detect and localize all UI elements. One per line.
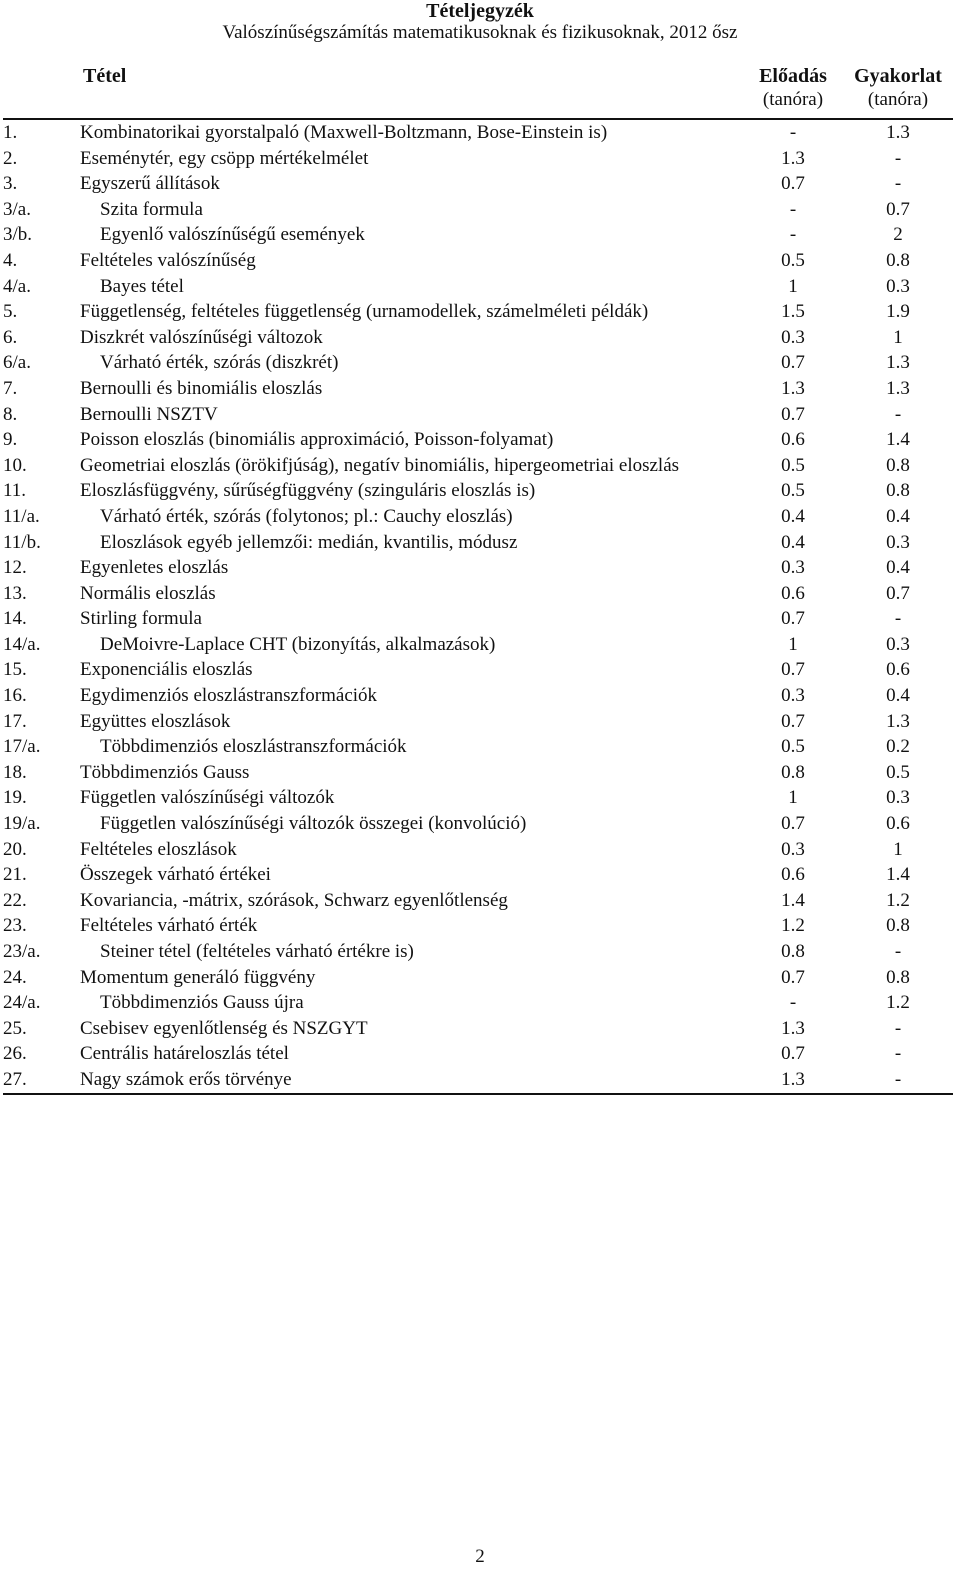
table-row	[3, 146, 953, 172]
row-lecture-hours: 0.6	[781, 429, 805, 451]
row-lecture-hours: 0.7	[781, 710, 805, 732]
row-lecture-hours: 0.8	[781, 941, 805, 962]
row-topic: Összegek várható értékei	[80, 864, 271, 886]
row-number: 27.	[3, 1067, 80, 1094]
row-practice-hours: -	[894, 1043, 902, 1065]
header-practice-label: Gyakorlat	[854, 65, 942, 87]
row-topic: Stirling formula	[80, 608, 202, 630]
row-topic: Steiner tétel (feltételes várható értékre is)	[100, 941, 414, 962]
row-topic: Független valószínűségi változók	[80, 787, 335, 809]
row-number: 10.	[3, 454, 27, 476]
row-topic: Feltételes várható érték	[80, 915, 258, 937]
table-row	[3, 453, 953, 479]
row-practice-hours: 0.3	[886, 531, 910, 553]
row-lecture-hours: 0.3	[781, 685, 805, 707]
table-row	[3, 1041, 953, 1067]
row-number: 14/a.	[3, 633, 41, 655]
row-lecture-hours: 0.7	[781, 813, 805, 835]
row-lecture-hours: 0.7	[781, 173, 805, 195]
row-topic: Többdimenziós eloszlástranszformációk	[100, 736, 407, 758]
table-row	[3, 581, 953, 607]
row-lecture-hours: 0.3	[781, 838, 805, 860]
row-practice-hours: 0.8	[886, 249, 910, 271]
page-title: Tételjegyzék	[426, 0, 534, 22]
row-number: 2.	[3, 147, 18, 169]
table-row	[3, 683, 953, 709]
row-practice-hours: 0.3	[886, 275, 910, 297]
table-row	[3, 530, 953, 556]
row-topic: Egydimenziós eloszlástranszformációk	[80, 685, 378, 707]
row-number: 25.	[3, 1017, 27, 1039]
row-lecture-hours: 0.7	[781, 403, 805, 425]
row-topic: DeMoivre-Laplace CHT (bizonyítás, alkalmazások)	[100, 633, 496, 655]
row-number: 12.	[3, 557, 27, 579]
header-practice-unit: (tanóra)	[867, 89, 929, 110]
row-number: 15.	[3, 659, 27, 681]
table-row	[3, 376, 953, 402]
table-row	[3, 606, 953, 632]
row-practice-hours: 0.4	[886, 557, 910, 579]
row-number: 11/a.	[3, 505, 40, 527]
table-row	[3, 427, 953, 453]
row-lecture-hours: -	[789, 198, 797, 220]
row-lecture-hours: 0.7	[781, 659, 805, 681]
row-number: 24/a.	[3, 992, 41, 1014]
row-lecture-hours: 0.4	[781, 531, 805, 553]
row-number: 17.	[3, 710, 27, 732]
header-num-cell	[3, 64, 80, 119]
row-number: 3/a.	[3, 198, 31, 220]
table-row	[3, 119, 953, 146]
table-row	[3, 632, 953, 658]
row-number: 14.	[3, 608, 27, 630]
row-lecture-hours: 1.3	[743, 1067, 843, 1094]
row-topic: Együttes eloszlások	[80, 710, 231, 732]
page-number: 2	[475, 1546, 485, 1567]
row-number: 19.	[3, 787, 27, 809]
row-lecture-hours: 1.3	[781, 377, 805, 399]
row-practice-hours: -	[894, 941, 902, 962]
row-number: 11/b.	[3, 531, 41, 553]
row-practice-hours: 1	[893, 838, 903, 860]
row-number: 17/a.	[3, 736, 41, 758]
table-row	[3, 350, 953, 376]
row-topic: Eloszlások egyéb jellemzői: medián, kvantilis, módusz	[100, 531, 518, 553]
table-row	[3, 222, 953, 248]
row-practice-hours: 1.3	[886, 377, 910, 399]
row-lecture-hours: 1.5	[781, 301, 805, 323]
row-topic: Geometriai eloszlás (örökifjúság), negatív binomiális, hipergeometriai eloszlás	[80, 454, 680, 476]
row-practice-hours: 0.8	[886, 915, 910, 937]
row-number: 9.	[3, 429, 18, 451]
row-number: 19/a.	[3, 813, 41, 835]
row-practice-hours: 0.7	[886, 582, 910, 604]
header-topic-cell	[80, 64, 743, 119]
table-row	[3, 965, 953, 991]
header-practice-cell	[843, 64, 953, 119]
row-topic: Bernoulli és binomiális eloszlás	[80, 377, 323, 399]
row-number: 7.	[3, 377, 18, 399]
row-number: 8.	[3, 403, 18, 425]
row-number: 23.	[3, 915, 27, 937]
row-topic: Többdimenziós Gauss	[80, 761, 250, 783]
header-lecture-unit: (tanóra)	[762, 89, 824, 110]
row-lecture-hours: 0.8	[781, 761, 805, 783]
row-number: 20.	[3, 838, 27, 860]
row-number: 18.	[3, 761, 27, 783]
row-topic: Eloszlásfüggvény, sűrűségfüggvény (szinguláris eloszlás is)	[80, 480, 536, 502]
row-topic: Diszkrét valószínűségi változok	[80, 326, 323, 348]
header-topic-label: Tétel	[83, 65, 127, 87]
row-practice-hours: 1.4	[886, 864, 910, 886]
row-topic: Csebisev egyenlőtlenség és NSZGYT	[80, 1017, 368, 1039]
table-row	[3, 888, 953, 914]
row-number: 24.	[3, 966, 27, 988]
row-lecture-hours: 0.6	[781, 864, 805, 886]
table-row	[3, 913, 953, 939]
page-subtitle: Valószínűségszámítás matematikusoknak és fizikusoknak, 2012 ősz	[222, 22, 738, 43]
row-practice-hours: -	[894, 1017, 902, 1039]
row-lecture-hours: 0.5	[781, 454, 805, 476]
row-practice-hours: 0.4	[886, 505, 910, 527]
row-lecture-hours: 1	[788, 275, 798, 297]
table-row	[3, 171, 953, 197]
row-practice-hours: 0.4	[886, 685, 910, 707]
row-practice-hours: 0.5	[886, 761, 910, 783]
row-number: 16.	[3, 685, 27, 707]
row-practice-hours: 0.3	[886, 787, 910, 809]
row-lecture-hours: 0.7	[781, 352, 805, 374]
row-topic: Függetlenség, feltételes függetlenség (urnamodellek, számelméleti példák)	[80, 301, 649, 323]
topics-table	[3, 64, 953, 1095]
row-topic: Exponenciális eloszlás	[80, 659, 253, 681]
table-row	[3, 1016, 953, 1042]
row-number: 4.	[3, 249, 18, 271]
table-row	[3, 837, 953, 863]
row-topic: Szita formula	[100, 198, 203, 220]
row-number: 4/a.	[3, 275, 31, 297]
row-practice-hours: 0.8	[886, 480, 910, 502]
row-number: 22.	[3, 889, 27, 911]
row-topic: Egyenlő valószínűségű események	[100, 224, 365, 246]
table-row	[3, 862, 953, 888]
table-row	[3, 274, 953, 300]
row-number: 3.	[3, 173, 18, 195]
row-lecture-hours: 1.4	[781, 889, 805, 911]
table-row	[3, 734, 953, 760]
table-header	[3, 64, 953, 119]
row-number: 5.	[3, 301, 18, 323]
row-topic: Eseménytér, egy csöpp mértékelmélet	[80, 147, 369, 169]
table-row	[3, 1067, 953, 1094]
table-row	[3, 197, 953, 223]
row-practice-hours: 1.3	[886, 710, 910, 732]
row-practice-hours: 1.4	[886, 429, 910, 451]
row-lecture-hours: 0.3	[781, 557, 805, 579]
row-topic: Nagy számok erős törvénye	[80, 1067, 743, 1094]
row-lecture-hours: 0.4	[781, 505, 805, 527]
table-row	[3, 555, 953, 581]
row-topic: Bernoulli NSZTV	[80, 403, 218, 425]
row-number: 6/a.	[3, 352, 31, 374]
row-practice-hours: 1.2	[886, 889, 910, 911]
row-lecture-hours: 0.7	[781, 608, 805, 630]
row-practice-hours: 1	[893, 326, 903, 348]
row-topic: Feltételes valószínűség	[80, 249, 256, 271]
row-lecture-hours: 0.5	[781, 480, 805, 502]
table-row	[3, 325, 953, 351]
row-number: 6.	[3, 326, 18, 348]
row-practice-hours: 0.3	[886, 633, 910, 655]
row-topic: Poisson eloszlás (binomiális approximáció, Poisson-folyamat)	[80, 429, 554, 451]
table-row	[3, 299, 953, 325]
row-topic: Független valószínűségi változók összegei (konvolúció)	[100, 813, 527, 835]
row-number: 13.	[3, 582, 27, 604]
table-row	[3, 785, 953, 811]
row-practice-hours: 2	[893, 224, 903, 246]
row-topic: Többdimenziós Gauss újra	[100, 992, 304, 1014]
row-lecture-hours: 0.6	[781, 582, 805, 604]
row-lecture-hours: 1.3	[781, 1017, 805, 1039]
row-lecture-hours: 0.7	[781, 1043, 805, 1065]
row-lecture-hours: 1.2	[781, 915, 805, 937]
row-practice-hours: 0.8	[886, 966, 910, 988]
table-row	[3, 248, 953, 274]
row-practice-hours: -	[894, 173, 902, 195]
row-practice-hours: 0.6	[886, 813, 910, 835]
row-practice-hours: 1.3	[886, 122, 910, 143]
row-lecture-hours: -	[789, 122, 797, 143]
row-topic: Kombinatorikai gyorstalpaló (Maxwell-Boltzmann, Bose-Einstein is)	[80, 122, 608, 143]
row-topic: Egyszerű állítások	[80, 173, 220, 195]
row-topic: Várható érték, szórás (folytonos; pl.: Cauchy eloszlás)	[100, 505, 513, 527]
row-number: 1.	[3, 122, 18, 143]
table-body	[3, 119, 953, 1094]
row-topic: Kovariancia, -mátrix, szórások, Schwarz egyenlőtlenség	[80, 889, 508, 911]
row-lecture-hours: -	[789, 224, 797, 246]
row-practice-hours: 1.2	[886, 992, 910, 1014]
table-row	[3, 709, 953, 735]
row-practice-hours: -	[894, 147, 902, 169]
row-practice-hours: -	[843, 1067, 953, 1094]
table-row	[3, 990, 953, 1016]
row-number: 11.	[3, 480, 27, 502]
row-lecture-hours: 1	[788, 633, 798, 655]
table-row	[3, 402, 953, 428]
row-lecture-hours: 1.3	[781, 147, 805, 169]
row-topic: Bayes tétel	[100, 275, 184, 297]
row-topic: Feltételes eloszlások	[80, 838, 237, 860]
row-practice-hours: 0.7	[886, 198, 910, 220]
row-practice-hours: 1.3	[886, 352, 910, 374]
row-number: 26.	[3, 1043, 27, 1065]
table-row	[3, 939, 953, 965]
row-lecture-hours: -	[789, 992, 797, 1014]
row-topic: Normális eloszlás	[80, 582, 216, 604]
row-practice-hours: -	[894, 608, 902, 630]
row-topic: Centrális határeloszlás tétel	[80, 1043, 289, 1065]
table-row	[3, 478, 953, 504]
row-practice-hours: 1.9	[886, 301, 910, 323]
table-row	[3, 811, 953, 837]
row-lecture-hours: 1	[788, 787, 798, 809]
table-row	[3, 760, 953, 786]
row-practice-hours: 0.2	[886, 736, 910, 758]
table-row	[3, 657, 953, 683]
row-number: 23/a.	[3, 941, 41, 962]
row-number: 21.	[3, 864, 27, 886]
row-topic: Várható érték, szórás (diszkrét)	[100, 352, 339, 374]
row-lecture-hours: 0.7	[781, 966, 805, 988]
header-lecture-label: Előadás	[759, 65, 827, 87]
row-topic: Egyenletes eloszlás	[80, 557, 229, 579]
row-lecture-hours: 0.5	[781, 249, 805, 271]
row-practice-hours: -	[894, 403, 902, 425]
row-practice-hours: 0.6	[886, 659, 910, 681]
row-lecture-hours: 0.5	[781, 736, 805, 758]
row-practice-hours: 0.8	[886, 454, 910, 476]
row-lecture-hours: 0.3	[781, 326, 805, 348]
table-row	[3, 504, 953, 530]
row-number: 3/b.	[3, 224, 33, 246]
row-topic: Momentum generáló függvény	[80, 966, 316, 988]
header-lecture-cell	[743, 64, 843, 119]
